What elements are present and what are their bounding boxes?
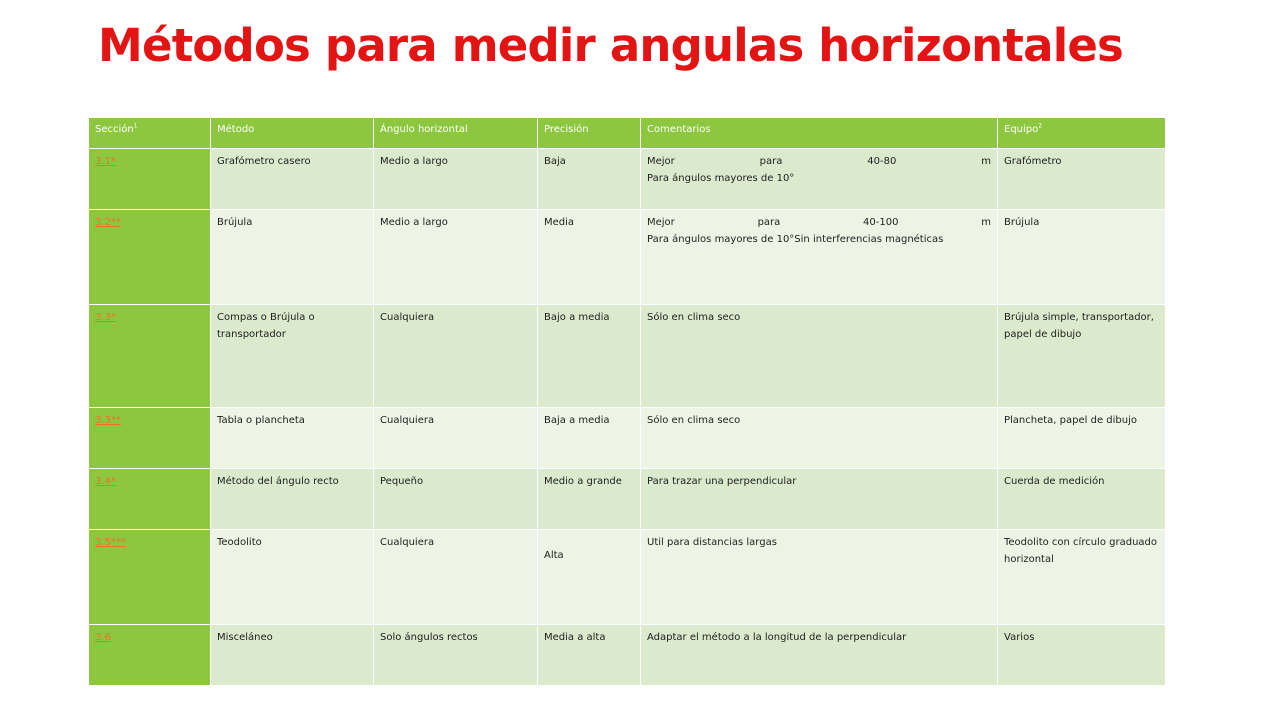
method-cell: Grafómetro casero bbox=[211, 149, 374, 210]
equipment-cell: Teodolito con círculo graduado horizontal bbox=[998, 530, 1166, 625]
table-header-row bbox=[89, 118, 1166, 149]
precision-cell: Bajo a media bbox=[538, 305, 641, 408]
header-equipment bbox=[998, 118, 1166, 149]
table-row bbox=[89, 305, 1166, 408]
section-cell bbox=[89, 408, 211, 469]
header-method: Método bbox=[211, 118, 374, 149]
table-row bbox=[89, 149, 1166, 210]
page-title: Métodos para medir angulas horizontales bbox=[98, 19, 1124, 72]
equipment-cell: Grafómetro bbox=[998, 149, 1166, 210]
header-comments: Comentarios bbox=[641, 118, 998, 149]
section-link[interactable]: 3.4* bbox=[95, 476, 116, 487]
precision-cell bbox=[538, 530, 641, 625]
comments-cell bbox=[641, 210, 998, 305]
method-cell: Teodolito bbox=[211, 530, 374, 625]
equipment-cell: Brújula bbox=[998, 210, 1166, 305]
comments-cell: Para trazar una perpendicular bbox=[641, 469, 998, 530]
comments-cell: Adaptar el método a la longitud de la perpendicular bbox=[641, 625, 998, 686]
equipment-cell: Brújula simple, transportador, papel de dibujo bbox=[998, 305, 1166, 408]
equipment-cell: Cuerda de medición bbox=[998, 469, 1166, 530]
method-cell: Tabla o plancheta bbox=[211, 408, 374, 469]
equipment-cell: Varios bbox=[998, 625, 1166, 686]
angle-cell: Cualquiera bbox=[374, 305, 538, 408]
section-link[interactable]: 3.5*** bbox=[95, 537, 126, 548]
precision-cell: Media bbox=[538, 210, 641, 305]
section-cell bbox=[89, 469, 211, 530]
angle-cell: Medio a largo bbox=[374, 210, 538, 305]
comment-line-1: Mejor para 40-100 m bbox=[647, 217, 991, 228]
section-cell bbox=[89, 210, 211, 305]
section-link[interactable]: 3.3** bbox=[95, 415, 121, 426]
section-link[interactable]: 3.6 bbox=[95, 632, 111, 643]
header-section-footnote: 1 bbox=[133, 122, 138, 130]
section-link[interactable]: 3.2** bbox=[95, 217, 121, 228]
comments-cell: Sólo en clima seco bbox=[641, 408, 998, 469]
angle-cell: Pequeño bbox=[374, 469, 538, 530]
angle-cell: Solo ángulos rectos bbox=[374, 625, 538, 686]
method-cell: Compas o Brújula o transportador bbox=[211, 305, 374, 408]
comments-cell: Sólo en clima seco bbox=[641, 305, 998, 408]
section-link[interactable]: 3.1* bbox=[95, 156, 116, 167]
table-row bbox=[89, 408, 1166, 469]
comment-line-2: Para ángulos mayores de 10° bbox=[647, 173, 795, 184]
header-precision: Precisión bbox=[538, 118, 641, 149]
method-cell: Brújula bbox=[211, 210, 374, 305]
header-equipment-footnote: 2 bbox=[1038, 122, 1043, 130]
equipment-cell: Plancheta, papel de dibujo bbox=[998, 408, 1166, 469]
method-cell: Método del ángulo recto bbox=[211, 469, 374, 530]
section-cell bbox=[89, 305, 211, 408]
method-cell: Misceláneo bbox=[211, 625, 374, 686]
angle-cell: Cualquiera bbox=[374, 530, 538, 625]
precision-cell: Media a alta bbox=[538, 625, 641, 686]
angle-cell: Cualquiera bbox=[374, 408, 538, 469]
table-row bbox=[89, 469, 1166, 530]
table-row bbox=[89, 625, 1166, 686]
angle-cell: Medio a largo bbox=[374, 149, 538, 210]
section-cell bbox=[89, 625, 211, 686]
section-link[interactable]: 3.3* bbox=[95, 312, 116, 323]
comments-cell bbox=[641, 149, 998, 210]
precision-cell: Baja bbox=[538, 149, 641, 210]
table-row bbox=[89, 210, 1166, 305]
header-section-label: Sección bbox=[95, 124, 134, 135]
methods-table bbox=[88, 117, 1166, 686]
comment-line-1: Mejor para 40-80 m bbox=[647, 156, 991, 167]
precision-value: Alta bbox=[544, 550, 564, 561]
section-cell bbox=[89, 149, 211, 210]
precision-cell: Medio a grande bbox=[538, 469, 641, 530]
section-cell bbox=[89, 530, 211, 625]
comments-cell: Util para distancias largas bbox=[641, 530, 998, 625]
header-section bbox=[89, 118, 211, 149]
header-angle: Ángulo horizontal bbox=[374, 118, 538, 149]
table-row bbox=[89, 530, 1166, 625]
comment-line-2: Para ángulos mayores de 10°Sin interferencias magnéticas bbox=[647, 234, 944, 245]
precision-cell: Baja a media bbox=[538, 408, 641, 469]
header-equipment-label: Equipo bbox=[1004, 124, 1039, 135]
